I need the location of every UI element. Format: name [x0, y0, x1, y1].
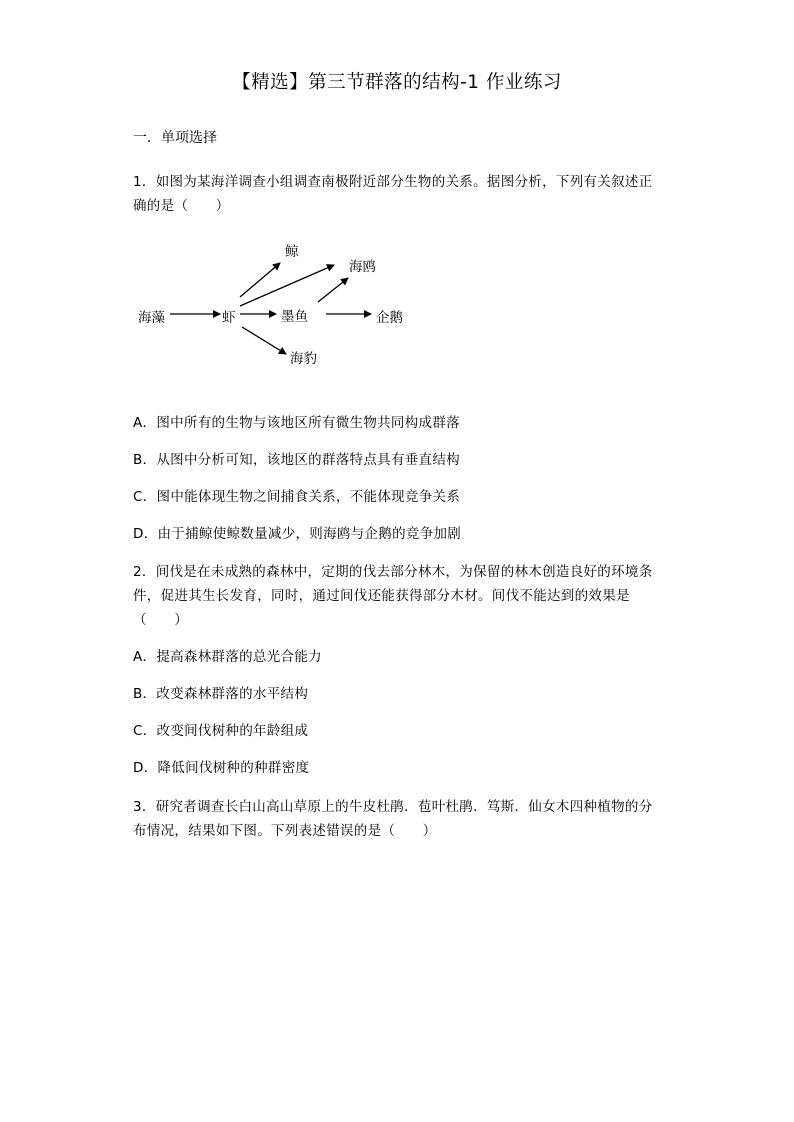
question-2-option-c: C．改变间伐树种的年龄组成: [133, 723, 309, 739]
arrow-shrimp-seal: [242, 327, 286, 354]
question-2-option-a: A．提高森林群落的总光合能力: [133, 649, 322, 665]
node-seal: 海豹: [290, 351, 317, 367]
question-2-option-b: B．改变森林群落的水平结构: [133, 686, 309, 702]
question-1-option-d: D．由于捕鲸使鲸数量减少，则海鸥与企鹅的竞争加剧: [133, 526, 462, 542]
food-web-diagram: [130, 232, 430, 372]
question-1-stem: 1．如图为某海洋调查小组调查南极附近部分生物的关系。据图分析，下列有关叙述正确的是（ ）: [133, 174, 653, 214]
node-squid: 墨鱼: [281, 309, 308, 325]
question-1-option-a: A．图中所有的生物与该地区所有微生物共同构成群落: [133, 415, 460, 431]
node-seaweed: 海藻: [138, 310, 165, 326]
question-1-option-c: C．图中能体现生物之间捕食关系，不能体现竞争关系: [133, 489, 461, 505]
section-heading: 一．单项选择: [133, 130, 217, 146]
node-shrimp: 虾: [222, 310, 236, 326]
arrow-shrimp-whale: [240, 263, 280, 297]
node-whale: 鲸: [285, 244, 299, 260]
food-web-arrows: [130, 232, 430, 372]
question-1-option-b: B．从图中分析可知，该地区的群落特点具有垂直结构: [133, 452, 460, 468]
question-2-option-d: D．降低间伐树种的种群密度: [133, 760, 310, 776]
page-title: 【精选】第三节群落的结构-1 作业练习: [232, 72, 562, 93]
arrow-squid-gull: [318, 278, 348, 302]
node-penguin: 企鹅: [376, 310, 403, 326]
question-2-stem: 2．间伐是在未成熟的森林中，定期的伐去部分林木，为保留的林木创造良好的环境条件，促进其生长发育，同时，通过间伐还能获得部分木材。间伐不能达到的效果是（ ）: [133, 564, 653, 628]
question-3-stem: 3．研究者调查长白山高山草原上的牛皮杜鹃．苞叶杜鹃．笃斯．仙女木四种植物的分布情况，结果如下图。下列表述错误的是（ ）: [133, 799, 653, 839]
node-gull: 海鸥: [349, 259, 376, 275]
